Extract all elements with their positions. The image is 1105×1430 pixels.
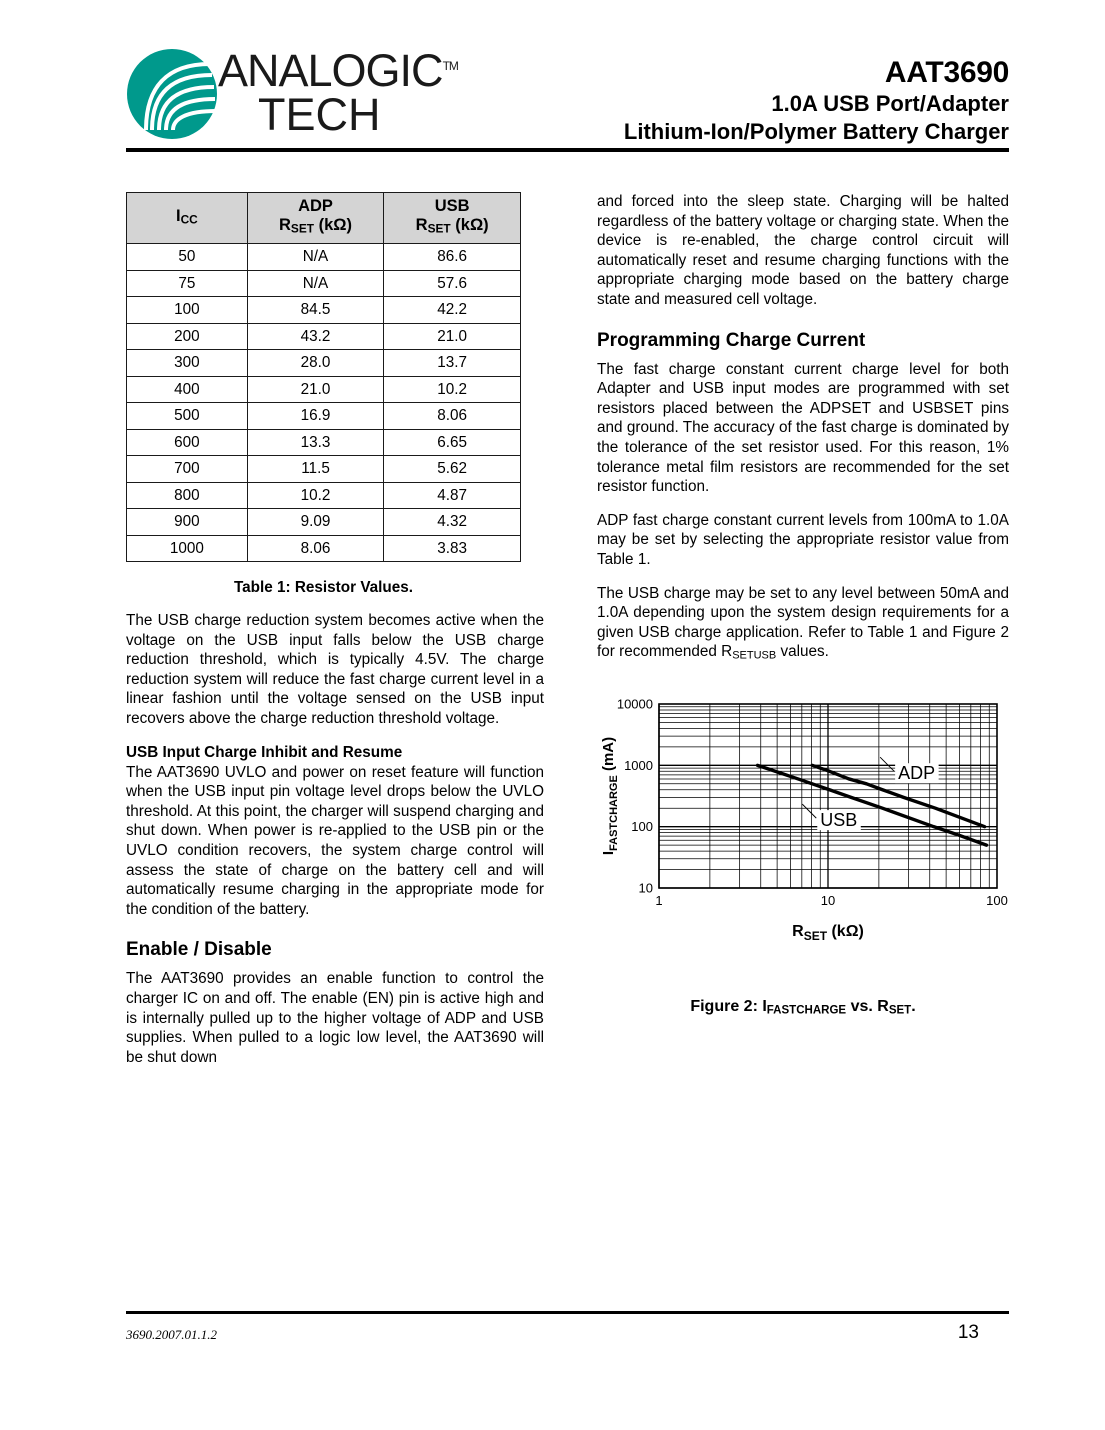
- table-cell-adp: N/A: [247, 270, 384, 297]
- table-cell-icc: 400: [127, 376, 248, 403]
- adp-rset-sub: SET: [290, 221, 315, 236]
- table-row: [127, 323, 521, 350]
- heading-enable-disable: Enable / Disable: [126, 939, 272, 961]
- table-cell-adp: 21.0: [247, 376, 384, 403]
- figcap-suffix: .: [911, 998, 916, 1016]
- table-cell-adp: 9.09: [247, 509, 384, 536]
- table-cell-adp: 43.2: [247, 323, 384, 350]
- table-row: [127, 376, 521, 403]
- page-number: 13: [957, 1322, 979, 1343]
- paragraph-usb-reduction: The USB charge reduction system becomes active when the voltage on the USB input falls below the USB charge reduction threshold, which is typically 4.5V. The charge reduction system will reduce the fast charge current level in a linear fashion until the voltage sensed on the USB input recovers above the charge reduction threshold voltage.: [126, 612, 544, 727]
- x-tick-label: 10: [820, 893, 836, 909]
- table-row: [127, 429, 521, 456]
- table-cell-usb: 3.83: [384, 535, 521, 562]
- table-cell-usb: 5.62: [384, 456, 521, 483]
- resistor-values-table: [126, 192, 521, 562]
- icc-sub: CC: [180, 212, 198, 227]
- table-cell-adp: 13.3: [247, 429, 384, 456]
- part-number-title: AAT3690: [884, 56, 1009, 89]
- table-cell-adp: 11.5: [247, 456, 384, 483]
- x-axis-title: $R_{SET}$ (kΩ): [792, 923, 864, 944]
- table-cell-usb: 57.6: [384, 270, 521, 297]
- table-cell-icc: 800: [127, 482, 248, 509]
- table-row: [127, 244, 521, 271]
- paragraph-usb-inhibit: The AAT3690 UVLO and power on reset feature will function when the USB input pin voltage level drops below the UVLO threshold. At this point, the charger will suspend charging and shut down. When power is re-applied to the USB pin or the UVLO condition recovers, the system charge control will assess the state of charge on the battery cell and will automatically resume charging in the appropriate mode for the condition of the battery.: [126, 763, 544, 918]
- table-cell-usb: 4.87: [384, 482, 521, 509]
- table-cell-icc: 100: [127, 297, 248, 324]
- usb-rset-main: R: [415, 216, 428, 235]
- adp-rset-main: R: [279, 216, 291, 235]
- y-tick-label: 100: [631, 819, 653, 835]
- figure-2-caption: [597, 998, 1009, 1017]
- y-tick-label: 10000: [616, 696, 653, 712]
- header-divider: [126, 148, 1009, 152]
- table-row: [127, 350, 521, 377]
- table-row: [127, 535, 521, 562]
- logo-word-tech: TECH: [258, 89, 381, 140]
- table-cell-icc: 700: [127, 456, 248, 483]
- table-cell-icc: 900: [127, 509, 248, 536]
- table-cell-adp: 16.9: [247, 403, 384, 430]
- table-cell-adp: 84.5: [247, 297, 384, 324]
- table-cell-icc: 75: [127, 270, 248, 297]
- series-annotation-adp: ADP: [898, 763, 936, 784]
- figcap-mid: vs. R: [846, 998, 889, 1016]
- table-cell-usb: 4.32: [384, 509, 521, 536]
- table-row: [127, 456, 521, 483]
- table-header-adp: [247, 193, 384, 244]
- table-body: [127, 244, 521, 562]
- trademark-symbol: TM: [442, 59, 458, 73]
- table-cell-usb: 6.65: [384, 429, 521, 456]
- table-header-icc: [127, 193, 248, 244]
- adp-rset-unit: (kΩ): [314, 216, 353, 235]
- usb-label: USB: [434, 197, 470, 216]
- series-annotation-usb: USB: [820, 810, 858, 831]
- analogic-logo-mark-icon: [126, 48, 218, 140]
- table-header-usb: [384, 193, 521, 244]
- table-caption: Table 1: Resistor Values.: [233, 579, 414, 596]
- heading-usb-inhibit: USB Input Charge Inhibit and Resume: [126, 743, 403, 761]
- y-tick-label: 10: [638, 880, 653, 896]
- paragraph-usb-levels: [597, 584, 1009, 667]
- table-cell-adp: N/A: [247, 244, 384, 271]
- series-line-usb: [758, 763, 987, 846]
- product-subtitle-2: Lithium-Ion/Polymer Battery Charger: [623, 119, 1009, 144]
- table-row: [127, 509, 521, 536]
- page-title-block: [624, 56, 1009, 146]
- logo-wordmark: [218, 44, 458, 144]
- product-subtitle-1: 1.0A USB Port/Adapter: [771, 91, 1009, 116]
- logo-word-analogic: [218, 44, 458, 96]
- table-cell-icc: 50: [127, 244, 248, 271]
- company-logo: [126, 42, 458, 152]
- table-row: [127, 270, 521, 297]
- table-row: [127, 297, 521, 324]
- figure-2-chart: [597, 692, 1009, 992]
- logo-word-analogic-text: ANALOGIC: [218, 45, 443, 96]
- y-tick-label: 1000: [624, 758, 653, 774]
- table-cell-usb: 8.06: [384, 403, 521, 430]
- rsetusb-main: R: [721, 643, 733, 661]
- left-column: [126, 192, 544, 1067]
- table-cell-usb: 42.2: [384, 297, 521, 324]
- usb-rset-label: [384, 216, 520, 239]
- table-row: [127, 482, 521, 509]
- figcap-sub2: SET: [888, 1004, 912, 1017]
- table-cell-adp: 8.06: [247, 535, 384, 562]
- rsetusb-sub: SETUSB: [732, 649, 777, 662]
- table-cell-usb: 21.0: [384, 323, 521, 350]
- table-cell-usb: 86.6: [384, 244, 521, 271]
- usb-rset-sub: SET: [427, 221, 451, 236]
- usb-rset-unit: (kΩ): [450, 216, 489, 235]
- footer-divider: [126, 1311, 1009, 1314]
- table-cell-icc: 500: [127, 403, 248, 430]
- table-cell-usb: 10.2: [384, 376, 521, 403]
- table-cell-usb: 13.7: [384, 350, 521, 377]
- paragraph-programming: The fast charge constant current charge level for both Adapter and USB input modes are programmed with set resistors placed between the ADPSET and USBSET pins and ground. The accuracy of the fast charge is dominated by the tolerance of the set resistor used. For this reason, 1% tolerance metal film resistors are recommended for the set resistor function.: [597, 360, 1009, 496]
- figcap-prefix: Figure 2: I: [690, 998, 767, 1016]
- paragraph-enable-disable: The AAT3690 provides an enable function to control the charger IC on and off. The enable (EN) pin is active high and is internally pulled up to the higher voltage of ADP and USB supplies. When pulled to a logic low level, the AAT3690 will be shut down: [126, 970, 544, 1066]
- paragraph-adp-levels: ADP fast charge constant current levels from 100mA to 1.0A may be set by selecting the appropriate resistor value from Table 1.: [597, 511, 1009, 568]
- table-header-row: [127, 193, 521, 244]
- adp-rset-label: [248, 216, 384, 239]
- y-axis-title: $I_{FASTCHARGE}$ (mA): [600, 737, 620, 856]
- page-header: [126, 34, 1009, 154]
- table-cell-icc: 200: [127, 323, 248, 350]
- right-column: [597, 192, 1009, 1017]
- usb-levels-prefix: The USB charge may be set to any level between 50mA and 1.0A depending upon the system design requirements for a given USB charge application. Refer to Table 1 and Figure 2 for recommended: [597, 584, 1009, 661]
- paragraph-continued: and forced into the sleep state. Charging will be halted regardless of the battery voltage or charging state. When the device is re-enabled, the charge control circuit will automatically reset and resume charging functions with the appropriate charging mode based on the battery charge state and measured cell voltage.: [597, 193, 1009, 308]
- heading-programming-charge-current: Programming Charge Current: [597, 329, 866, 351]
- table-row: [127, 403, 521, 430]
- table-cell-icc: 1000: [127, 535, 248, 562]
- table-cell-icc: 300: [127, 350, 248, 377]
- x-tick-label: 1: [655, 893, 663, 909]
- table-cell-adp: 28.0: [247, 350, 384, 377]
- table-cell-adp: 10.2: [247, 482, 384, 509]
- icc-main: I: [175, 206, 181, 225]
- figcap-sub1: FASTCHARGE: [766, 1004, 847, 1017]
- adp-label: ADP: [298, 197, 333, 216]
- table-cell-icc: 600: [127, 429, 248, 456]
- ifastcharge-vs-rset-chart: [597, 692, 1009, 952]
- usb-levels-suffix: values.: [776, 643, 829, 661]
- document-revision-id: 3690.2007.01.1.2: [126, 1327, 217, 1342]
- x-tick-label: 100: [986, 893, 1008, 909]
